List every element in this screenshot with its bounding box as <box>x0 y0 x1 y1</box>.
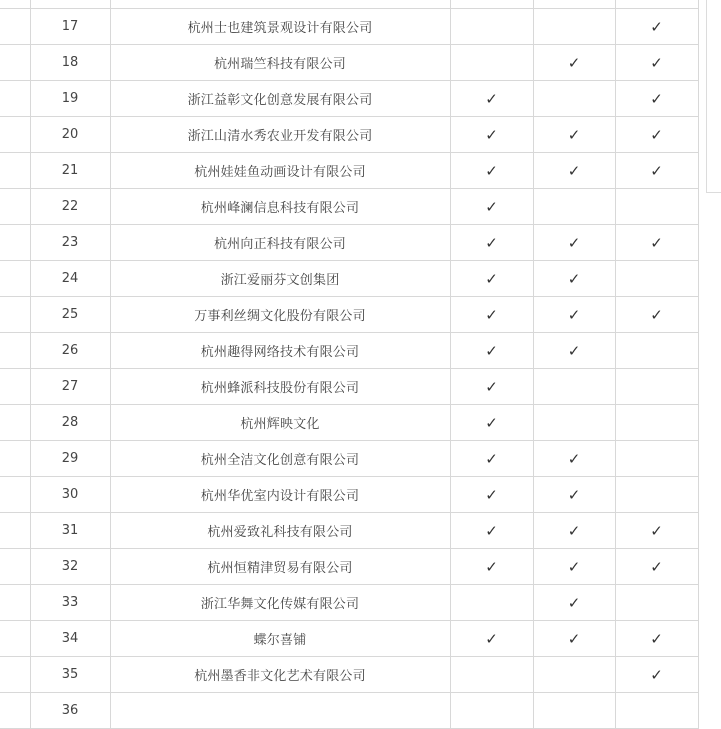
company-name-cell: 浙江益彰文化创意发展有限公司 <box>110 81 450 117</box>
table-row <box>0 441 698 477</box>
row-margin-cell <box>0 657 30 693</box>
table-row <box>0 153 698 189</box>
row-number-cell: 29 <box>30 441 110 477</box>
check-column-2-cell: ✓ <box>533 261 615 297</box>
table-row <box>0 477 698 513</box>
check-column-3-cell: ✓ <box>615 297 698 333</box>
check-column-2-cell <box>533 189 615 225</box>
row-margin-cell <box>0 261 30 297</box>
row-number-cell: 31 <box>30 513 110 549</box>
check-column-2-cell: ✓ <box>533 297 615 333</box>
table-row <box>0 189 698 225</box>
check-column-2-cell: ✓ <box>533 513 615 549</box>
row-number-cell: 17 <box>30 9 110 45</box>
check-column-3-cell <box>615 333 698 369</box>
check-column-2-cell: ✓ <box>533 45 615 81</box>
check-column-1-cell: ✓ <box>450 369 533 405</box>
table-row <box>0 657 698 693</box>
check-column-2-cell <box>533 693 615 729</box>
check-column-3-cell: ✓ <box>615 9 698 45</box>
row-number-cell: 25 <box>30 297 110 333</box>
check-column-1-cell: ✓ <box>450 153 533 189</box>
row-number-cell <box>30 0 110 9</box>
check-column-3-cell: ✓ <box>615 621 698 657</box>
table-row <box>0 585 698 621</box>
check-column-1-cell: ✓ <box>450 333 533 369</box>
company-name-cell: 杭州士也建筑景观设计有限公司 <box>110 9 450 45</box>
check-column-1-cell <box>450 585 533 621</box>
table-row <box>0 693 698 729</box>
check-column-2-cell <box>533 9 615 45</box>
row-number-cell: 22 <box>30 189 110 225</box>
check-column-3-cell: ✓ <box>615 657 698 693</box>
check-column-3-cell: ✓ <box>615 549 698 585</box>
check-column-1-cell: ✓ <box>450 549 533 585</box>
row-margin-cell <box>0 333 30 369</box>
check-column-3-cell <box>615 441 698 477</box>
row-margin-cell <box>0 477 30 513</box>
row-number-cell: 32 <box>30 549 110 585</box>
row-margin-cell <box>0 81 30 117</box>
check-column-1-cell: ✓ <box>450 81 533 117</box>
row-number-cell: 27 <box>30 369 110 405</box>
company-name-cell: 杭州恒精津贸易有限公司 <box>110 549 450 585</box>
company-name-cell: 杭州瑞竺科技有限公司 <box>110 45 450 81</box>
company-name-cell: 万事利丝绸文化股份有限公司 <box>110 297 450 333</box>
check-column-1-cell <box>450 657 533 693</box>
check-column-2-cell <box>533 405 615 441</box>
check-column-3-cell: ✓ <box>615 45 698 81</box>
check-column-2-cell: ✓ <box>533 117 615 153</box>
check-column-3-cell <box>615 585 698 621</box>
check-column-2-cell <box>533 657 615 693</box>
row-number-cell: 30 <box>30 477 110 513</box>
row-margin-cell <box>0 585 30 621</box>
row-margin-cell <box>0 621 30 657</box>
check-column-3-cell <box>615 369 698 405</box>
check-column-1-cell: ✓ <box>450 117 533 153</box>
check-column-2-cell: ✓ <box>533 585 615 621</box>
row-number-cell: 18 <box>30 45 110 81</box>
company-name-cell: 杭州辉映文化 <box>110 405 450 441</box>
table-row <box>0 117 698 153</box>
row-margin-cell <box>0 0 30 9</box>
check-column-3-cell <box>615 261 698 297</box>
row-number-cell: 35 <box>30 657 110 693</box>
company-name-cell: 杭州蜂派科技股份有限公司 <box>110 369 450 405</box>
row-margin-cell <box>0 45 30 81</box>
check-column-3-cell: ✓ <box>615 513 698 549</box>
row-margin-cell <box>0 693 30 729</box>
row-number-cell: 24 <box>30 261 110 297</box>
check-column-1-cell <box>450 9 533 45</box>
check-column-1-cell: ✓ <box>450 189 533 225</box>
row-number-cell: 19 <box>30 81 110 117</box>
check-column-3-cell <box>615 189 698 225</box>
check-column-2-cell <box>533 369 615 405</box>
company-name-cell: 杭州峰澜信息科技有限公司 <box>110 189 450 225</box>
row-margin-cell <box>0 117 30 153</box>
check-column-1-cell: ✓ <box>450 441 533 477</box>
check-column-2-cell <box>533 0 615 9</box>
check-column-2-cell: ✓ <box>533 477 615 513</box>
check-column-1-cell <box>450 45 533 81</box>
row-margin-cell <box>0 153 30 189</box>
table-row <box>0 261 698 297</box>
check-column-3-cell <box>615 693 698 729</box>
company-name-cell: 杭州华优室内设计有限公司 <box>110 477 450 513</box>
check-column-1-cell <box>450 693 533 729</box>
check-column-3-cell: ✓ <box>615 81 698 117</box>
check-column-2-cell: ✓ <box>533 549 615 585</box>
check-column-1-cell: ✓ <box>450 225 533 261</box>
row-margin-cell <box>0 513 30 549</box>
check-column-2-cell: ✓ <box>533 621 615 657</box>
row-number-cell: 23 <box>30 225 110 261</box>
row-number-cell: 26 <box>30 333 110 369</box>
table-row <box>0 225 698 261</box>
company-name-cell <box>110 0 450 9</box>
check-column-3-cell: ✓ <box>615 153 698 189</box>
check-column-1-cell: ✓ <box>450 405 533 441</box>
check-column-1-cell: ✓ <box>450 513 533 549</box>
table-row <box>0 333 698 369</box>
check-column-1-cell: ✓ <box>450 477 533 513</box>
company-name-cell: 杭州趣得网络技术有限公司 <box>110 333 450 369</box>
table-row <box>0 0 698 9</box>
table-row <box>0 45 698 81</box>
company-name-cell: 浙江山清水秀农业开发有限公司 <box>110 117 450 153</box>
side-panel-edge <box>706 0 721 193</box>
check-column-2-cell <box>533 81 615 117</box>
check-column-3-cell <box>615 477 698 513</box>
row-margin-cell <box>0 225 30 261</box>
company-name-cell: 杭州爱致礼科技有限公司 <box>110 513 450 549</box>
row-margin-cell <box>0 189 30 225</box>
company-name-cell: 杭州全洁文化创意有限公司 <box>110 441 450 477</box>
table-row <box>0 9 698 45</box>
row-margin-cell <box>0 441 30 477</box>
check-column-3-cell <box>615 405 698 441</box>
check-column-2-cell: ✓ <box>533 333 615 369</box>
check-column-1-cell: ✓ <box>450 621 533 657</box>
check-column-1-cell: ✓ <box>450 261 533 297</box>
check-column-3-cell: ✓ <box>615 117 698 153</box>
row-number-cell: 28 <box>30 405 110 441</box>
row-margin-cell <box>0 405 30 441</box>
check-column-2-cell: ✓ <box>533 153 615 189</box>
company-name-cell: 杭州娃娃鱼动画设计有限公司 <box>110 153 450 189</box>
table-row <box>0 513 698 549</box>
row-margin-cell <box>0 549 30 585</box>
table-row <box>0 621 698 657</box>
row-margin-cell <box>0 297 30 333</box>
check-column-1-cell: ✓ <box>450 297 533 333</box>
row-number-cell: 36 <box>30 693 110 729</box>
row-number-cell: 20 <box>30 117 110 153</box>
company-name-cell: 浙江华舞文化传媒有限公司 <box>110 585 450 621</box>
table-row <box>0 405 698 441</box>
check-column-3-cell <box>615 0 698 9</box>
row-margin-cell <box>0 9 30 45</box>
table-row <box>0 549 698 585</box>
row-number-cell: 34 <box>30 621 110 657</box>
row-number-cell: 21 <box>30 153 110 189</box>
check-column-2-cell: ✓ <box>533 225 615 261</box>
company-name-cell <box>110 693 450 729</box>
row-margin-cell <box>0 369 30 405</box>
table-row <box>0 81 698 117</box>
table-row <box>0 369 698 405</box>
check-column-2-cell: ✓ <box>533 441 615 477</box>
company-name-cell: 浙江爱丽芬文创集团 <box>110 261 450 297</box>
check-column-1-cell <box>450 0 533 9</box>
company-name-cell: 杭州墨香非文化艺术有限公司 <box>110 657 450 693</box>
row-number-cell: 33 <box>30 585 110 621</box>
check-column-3-cell: ✓ <box>615 225 698 261</box>
company-name-cell: 杭州向正科技有限公司 <box>110 225 450 261</box>
company-name-cell: 蝶尔喜铺 <box>110 621 450 657</box>
table-row <box>0 297 698 333</box>
